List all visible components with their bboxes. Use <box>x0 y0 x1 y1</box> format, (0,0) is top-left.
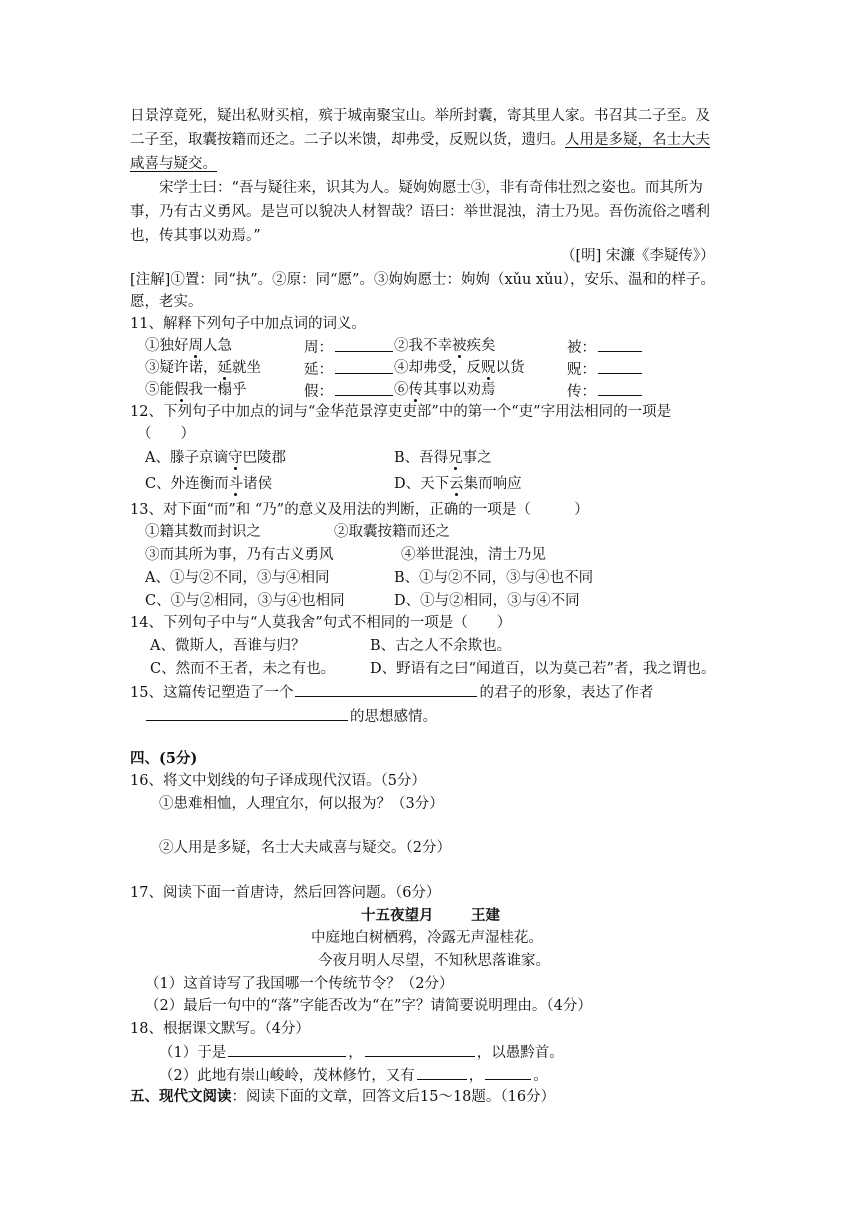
q16-stem: 16、将文中划线的句子译成现代汉语。（5分） <box>130 773 426 789</box>
dotted-word: 被 <box>452 338 467 354</box>
dotted-word: 守 <box>227 450 243 466</box>
dotted-word: 兄 <box>448 450 463 466</box>
answer-blank[interactable] <box>228 1041 346 1057</box>
q14-option-c[interactable]: C、然而不王者，未之有也。 <box>150 661 336 677</box>
dotted-word: 贶 <box>481 360 496 376</box>
section-4-title: 四、(5分) <box>130 750 198 767</box>
q13-item-3: ③而其所为事，乃有古义勇风 <box>145 547 334 563</box>
poem-title: 十五夜望月 <box>361 907 434 924</box>
q16-sub-1: ①患难相恤，人理宜尔，何以报为？（3分） <box>159 796 444 812</box>
section-5-title: 五、现代文阅读 <box>130 1088 232 1105</box>
q11-item-4: ④却弗受，反贶以货 <box>394 360 525 376</box>
q14-option-d[interactable]: D、野语有之曰“闻道百，以为莫己若”者，我之谓也。 <box>370 661 716 677</box>
q13-item-2: ②取囊按籍而还之 <box>334 524 450 540</box>
answer-blank[interactable] <box>417 1064 467 1080</box>
q11-stem: 11、解释下列句子中加点词的词义。 <box>130 316 366 332</box>
poem-author: 王建 <box>471 907 500 924</box>
q13-option-c[interactable]: C、①与②相同，③与④也相同 <box>145 593 345 609</box>
dotted-word: 周 <box>188 338 203 354</box>
underlined-sentence-part-2: 咸喜与疑交。 <box>130 156 217 172</box>
q12-option-b[interactable]: B、吾得兄事之 <box>394 450 492 466</box>
q11-item-1: ①独好周人急 <box>145 338 232 354</box>
q11-item-2: ②我不幸被疾矣 <box>394 338 496 354</box>
annotation-line-2: 愿，老实。 <box>130 294 203 310</box>
q12-stem-line-2: （ ） <box>137 426 195 442</box>
poem-line-2: 今夜月明人尽望，不知秋思落谁家。 <box>318 953 550 969</box>
q11-answer-6: 传： <box>567 380 644 402</box>
q17-sub-2: （2）最后一句中的“落”字能否改为“在”字？请简要说明理由。（4分） <box>145 998 592 1014</box>
answer-blank[interactable] <box>485 1064 531 1080</box>
section-5-heading: 五、现代文阅读：阅读下面的文章，回答文后15～18题。（16分） <box>130 1088 556 1105</box>
answer-blank[interactable] <box>335 380 393 396</box>
q11-answer-3: 延： <box>304 358 395 380</box>
q11-item-5: ⑤能假我一榻乎 <box>145 382 247 398</box>
dotted-word: 云 <box>449 476 464 492</box>
answer-blank[interactable] <box>598 336 642 352</box>
q15-line-1: 15、这篇传记塑造了一个 的君子的形象，表达了作者 <box>130 681 653 703</box>
q12-stem-line-1: 12、下列句子中加点的词与“金华范景淳吏吏部”中的第一个“吏”字用法相同的一项是 <box>130 404 672 420</box>
q13-option-a[interactable]: A、①与②不同，③与④相同 <box>145 570 330 586</box>
dotted-word: 传 <box>408 382 423 398</box>
q12-option-a[interactable]: A、滕子京谪守巴陵郡 <box>145 450 286 466</box>
q17-stem: 17、阅读下面一首唐诗，然后回答问题。（6分） <box>130 885 441 901</box>
q13-stem: 13、对下面“而”和 “乃”的意义及用法的判断，正确的一项是（ ） <box>130 502 589 518</box>
underlined-sentence-part-1: 人用是多疑，名士大夫 <box>565 132 710 148</box>
q13-option-b[interactable]: B、①与②不同，③与④也不同 <box>394 570 594 586</box>
q12-option-c[interactable]: C、外连衡而斗诸侯 <box>145 476 273 492</box>
dotted-word: 延 <box>217 360 232 376</box>
passage-para2-line-1: 宋学士曰：“吾与疑往来，识其为人。疑姁姁愿士③，非有奇伟壮烈之姿也。而其所为 <box>159 180 703 196</box>
q11-answer-4: 贶： <box>567 358 644 380</box>
answer-blank[interactable] <box>365 1041 475 1057</box>
passage-para2-line-3: 也，传其事以劝焉。” <box>130 228 261 244</box>
answer-blank[interactable] <box>146 705 348 721</box>
answer-blank[interactable] <box>335 358 393 374</box>
q14-option-b[interactable]: B、古之人不余欺也。 <box>370 638 512 654</box>
q11-item-6: ⑥传其事以劝焉 <box>394 382 496 398</box>
poem-line-1: 中庭地白树栖鸦，冷露无声湿桂花。 <box>311 930 543 946</box>
dotted-word: 斗 <box>228 476 244 492</box>
annotation-line-1: [注解]①置：同“执”。②原：同“愿”。③姁姁愿士：姁姁（xǔu xǔu），安乐、温和的样子。 <box>130 272 716 288</box>
q13-item-4: ④举世混浊，清士乃见 <box>401 547 546 563</box>
passage-line-1: 日景淳竟死，疑出私财买棺，殡于城南聚宝山。举所封囊，寄其里人家。书召其二子至。及 <box>130 108 710 124</box>
q11-answer-1: 周： <box>304 336 395 358</box>
q16-sub-2: ②人用是多疑，名士大夫咸喜与疑交。（2分） <box>159 840 451 856</box>
q18-line-1: （1）于是 ， ，以愚黔首。 <box>159 1041 564 1063</box>
q11-answer-2: 被： <box>567 336 644 358</box>
q13-option-d[interactable]: D、①与②相同，③与④不同 <box>394 593 580 609</box>
q11-item-3: ③疑许诺，延就坐 <box>145 360 261 376</box>
q18-line-2: （2）此地有崇山峻岭，茂林修竹，又有 ， 。 <box>159 1064 548 1086</box>
q14-stem: 14、下列句子中与“人莫我舍”句式不相同的一项是（ ） <box>130 615 512 631</box>
answer-blank[interactable] <box>335 336 393 352</box>
q17-sub-1: （1）这首诗写了我国哪一个传统节令？（2分） <box>145 976 454 992</box>
q11-answer-5: 假： <box>304 380 395 402</box>
q14-option-a[interactable]: A、微斯人，吾谁与归？ <box>150 638 306 654</box>
q13-item-1: ①籍其数而封识之 <box>145 524 261 540</box>
q12-option-d[interactable]: D、天下云集而响应 <box>394 476 522 492</box>
answer-blank[interactable] <box>598 380 642 396</box>
passage-source: （[明] 宋濂《李疑传》） <box>561 248 715 264</box>
passage-line-2: 二子至，取囊按籍而还之。二子以米馈，却弗受，反贶以货，遗归。人用是多疑，名士大夫 <box>130 132 710 148</box>
answer-blank[interactable] <box>295 681 477 697</box>
answer-blank[interactable] <box>598 358 642 374</box>
dotted-word: 假 <box>174 382 189 398</box>
q18-stem: 18、根据课文默写。（4分） <box>130 1021 310 1037</box>
passage-para2-line-2: 事，乃有古义勇风。是岂可以貌决人材智哉？语曰：举世混浊，清士乃见。吾伤流俗之嗜利 <box>130 204 710 220</box>
q15-line-2: 的思想感情。 <box>146 705 437 727</box>
